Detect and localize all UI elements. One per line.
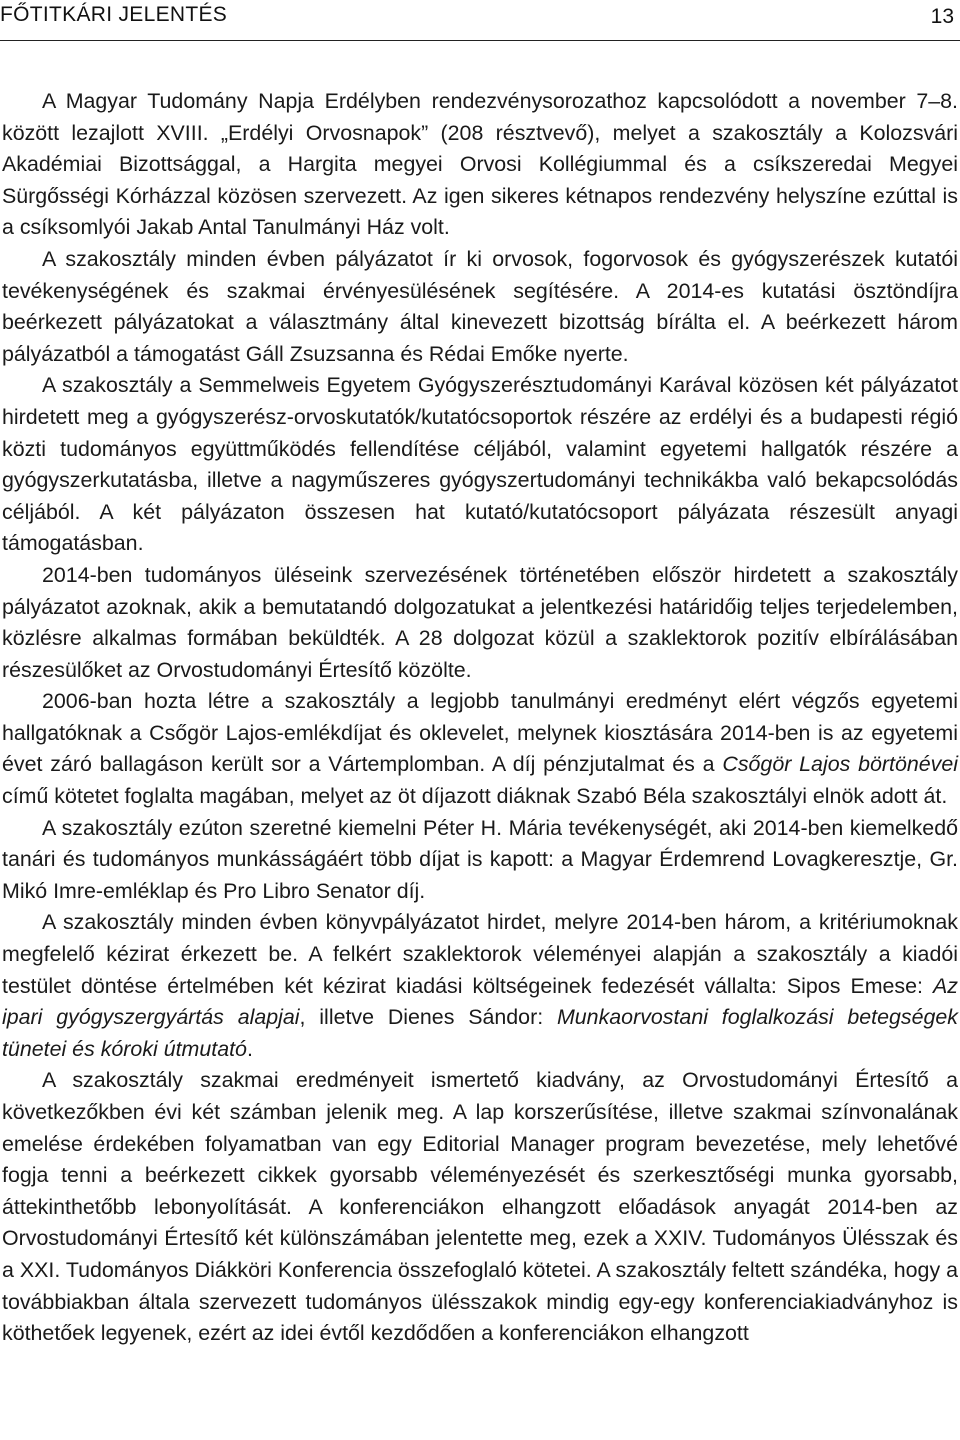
paragraph-csogor-emlekdij (2, 686, 958, 812)
text-span: A szakosztály minden évben könyvpályázatot hirdet, melyre 2014-ben három, a kritériumoknak megfelelő kézirat érkezett be. A felkért szaklektorok véleményei alapján a szakosztály a kiadói testület döntése értelmében két kézirat kiadási költségeinek fedezését vállalta: Sipos Emese: (2, 910, 958, 998)
paragraph-erdelyi-orvosnapok: A Magyar Tudomány Napja Erdélyben rendezvénysorozathoz kapcsolódott a november 7–8. között lezajlott XVIII. „Erdélyi Orvosnapok” (208 résztvevő), melyet a szakosztály a Kolozsvári Akadémiai Bizottsággal, a Hargita megyei Orvosi Kollégiummal és a csíkszeredai Megyei Sürgősségi Kórházzal közösen szervezett. Az igen sikeres kétnapos rendezvény helyszíne ezúttal is a csíksomlyói Jakab Antal Tanulmányi Ház volt. (2, 89, 958, 240)
paragraph-kutatasi-osztondij: A szakosztály minden évben pályázatot ír ki orvosok, fogorvosok és gyógyszerészek kutatói tevékenységének és szakmai érvényesülésének segítésére. A 2014-es kutatási ösztöndíjra beérkezett pályázatokat a választmány által kinevezett bizottság bírálta el. A beérkezett három pályázatból a támogatást Gáll Zsuzsanna és Rédai Emőke nyerte. (2, 246, 958, 366)
book-title: Munkaorvostani foglalkozási betegségek tünetei és kóroki útmutató (2, 1005, 958, 1061)
text-span: . (246, 1036, 253, 1061)
text-span: 2006-ban hozta létre a szakosztály a legjobb tanulmányi eredményt elért végzős egyetemi hallgatóknak a Csőgör Lajos-emlékdíjat és oklevelet, melynek kiosztására 2014-ben is az egyetemi évet záró ballagáson került sor a Vártemplomban. A díj pénzjutalmat és a (2, 689, 958, 777)
page-number: 13 (930, 5, 954, 28)
book-title: Az ipari gyógyszergyártás alapjai (2, 973, 958, 1030)
paragraph-peter-maria: A szakosztály ezúton szeretné kiemelni Péter H. Mária tevékenységét, aki 2014-ben kiemelkedő tanári és tudományos munkásságáért több díjat is kapott: a Magyar Érdemrend Lovagkeresztje, Gr. Mikó Imre-emléklap és Pro Libro Senator díj. (2, 815, 958, 903)
running-header (0, 0, 960, 41)
book-title: Csőgör Lajos börtönévei (722, 752, 958, 777)
paragraph-semmelweis-palyazat: A szakosztály a Semmelweis Egyetem Gyógyszerésztudományi Karával közösen két pályázatot hirdetett meg a gyógyszerész-orvoskutatók/kutatócsoportok részére az erdélyi és a budapesti régió közti tudományos együttműködés fellendítése céljából, valamint egyetemi hallgatók részére a gyógyszerkutatásba, illetve a nagyműszeres gyógyszertudományi technikákba való bekapcsolódás céljából. A két pályázaton összesen hat kutató/kutatócsoport pályázata részesült anyagi támogatásban. (2, 373, 958, 556)
report-body (2, 86, 958, 1350)
text-span: , illetve Dienes Sándor: (299, 1005, 557, 1030)
header-title: FŐTITKÁRI JELENTÉS (0, 3, 228, 26)
paragraph-konyvpalyazat (2, 907, 958, 1065)
text-span: című kötetet foglalta magában, melyet az öt díjazott diáknak Szabó Béla szakosztályi elnök adott át. (2, 784, 948, 809)
paragraph-orvostudomanyi-ertesito: A szakosztály szakmai eredményeit ismertető kiadvány, az Orvostudományi Értesítő a következőkben évi két számban jelenik meg. A lap korszerűsítése, illetve szakmai színvonalának emelése érdekében folyamatban van egy Editorial Manager program bevezetése, mely lehetővé fogja tenni a beérkezett cikkek gyorsabb véleményezését és szerkesztőségi munka gyorsabb, áttekinthetőbb lebonyolítását. A konferenciákon elhangzott előadások anyagát 2014-ben az Orvostudományi Értesítő két különszámában jelentette meg, ezek a XXIV. Tudományos Ülésszak és a XXI. Tudományos Diákköri Konferencia összefoglaló kötetei. A szakosztály feltett szándéka, hogy a továbbiakban általa szervezett tudományos ülésszakok mindig egy-egy konferenciakiadványhoz is köthetőek legyenek, ezért az idei évtől kezdődően a konferenciákon elhangzott (2, 1068, 958, 1346)
paragraph-tudomanyos-ulesek: 2014-ben tudományos üléseink szervezésének történetében először hirdetett a szakosztály pályázatot azoknak, akik a bemutatandó dolgozatukat a jelentkezési határidőig teljes terjedelemben, közlésre alkalmas formában beküldték. A 28 dolgozat közül a szaklektorok pozitív elbírálásában részesülőket az Orvostudományi Értesítő közölte. (2, 562, 958, 682)
